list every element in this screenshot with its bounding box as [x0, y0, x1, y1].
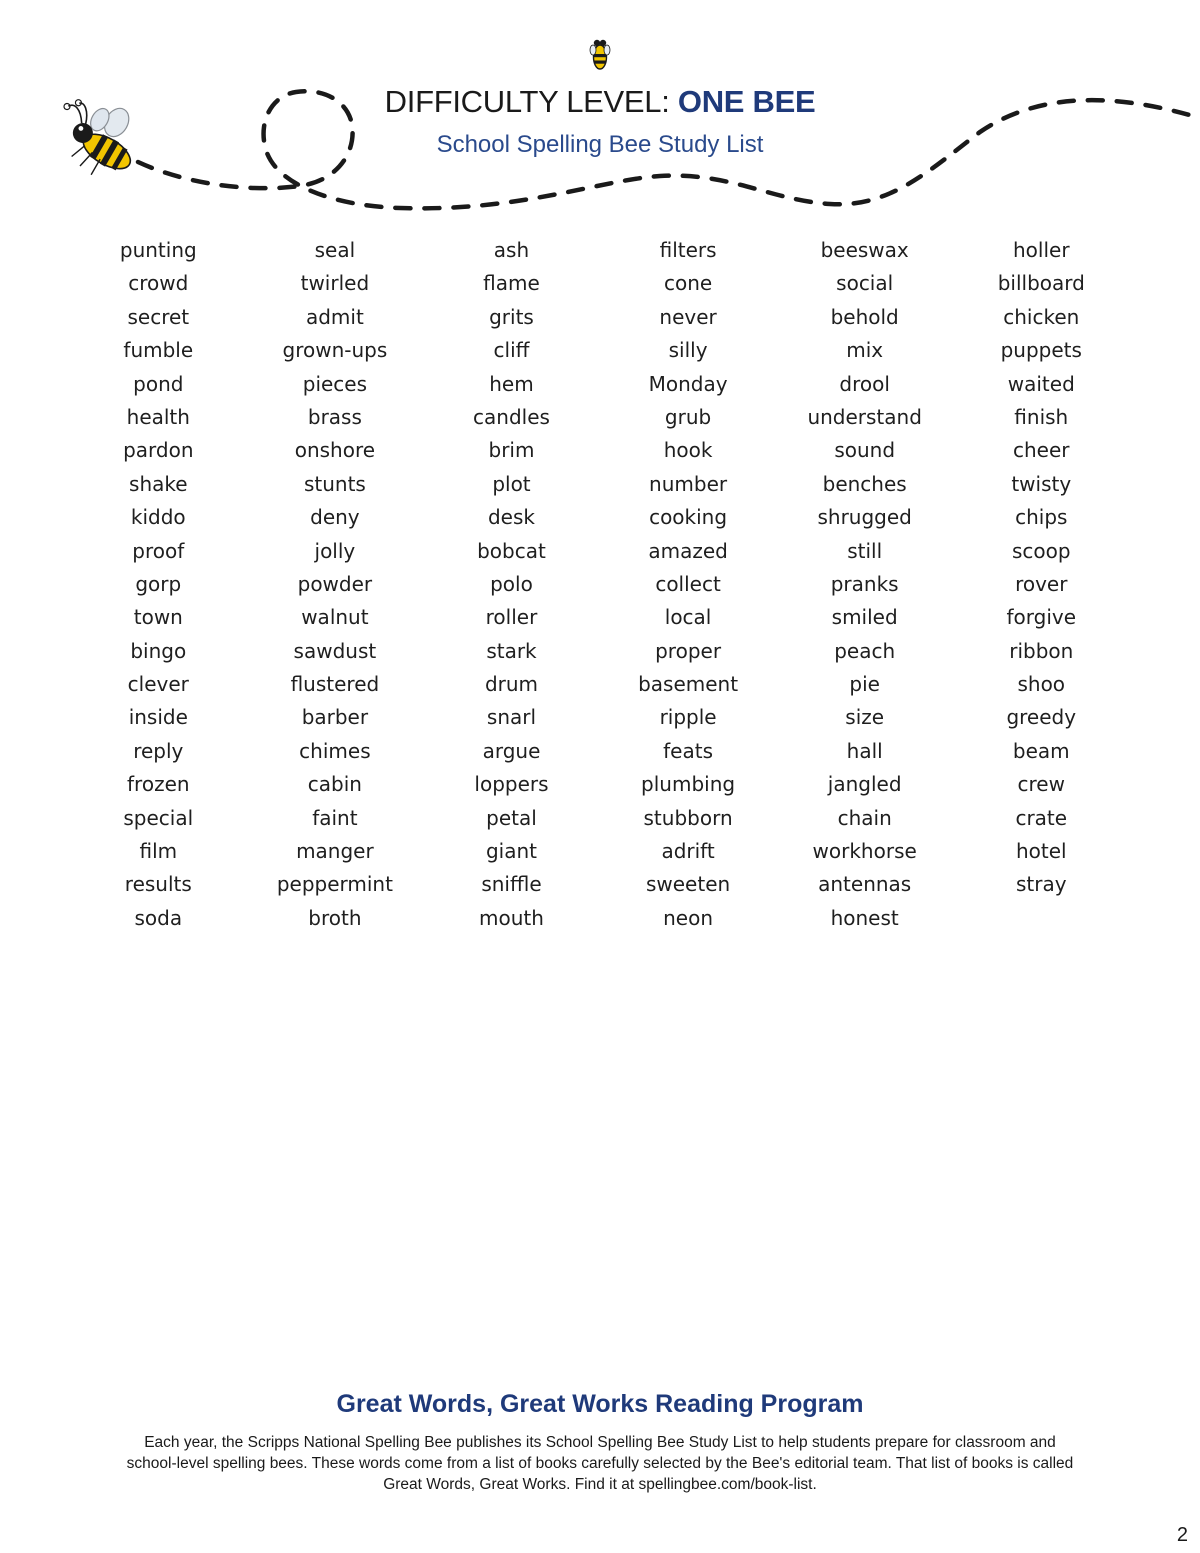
study-word: puppets [1000, 338, 1082, 363]
study-word: ripple [659, 705, 717, 730]
study-word: sawdust [293, 638, 377, 663]
study-word: hall [846, 738, 883, 763]
study-word: chips [1015, 505, 1068, 530]
study-word: crate [1015, 805, 1068, 830]
study-word: cooking [649, 505, 728, 530]
study-word: ash [493, 238, 530, 262]
study-word: powder [297, 571, 373, 596]
study-word: bingo [130, 638, 187, 663]
study-word: town [133, 605, 183, 630]
study-word: hem [489, 371, 534, 396]
study-word: deny [310, 505, 360, 530]
study-word: stark [486, 638, 537, 663]
study-word: chain [837, 805, 892, 830]
study-word: sniffle [481, 872, 542, 897]
program-description-line: Great Words, Great Works. Find it at spellingbee.com/book-list. [383, 1476, 817, 1493]
program-description [60, 1432, 1140, 1495]
study-word: proper [655, 638, 722, 663]
study-word: behold [830, 304, 899, 329]
study-word: broth [308, 905, 362, 930]
study-word: amazed [648, 538, 728, 563]
study-word: brim [488, 438, 535, 463]
study-word: antennas [818, 872, 912, 897]
study-word: admit [305, 304, 364, 329]
study-word: shoo [1017, 672, 1066, 697]
study-list-subheading: School Spelling Bee Study List [436, 131, 764, 158]
study-word: social [836, 271, 894, 296]
study-word: rover [1015, 571, 1068, 596]
study-word: flame [483, 271, 540, 296]
study-word: grub [664, 404, 712, 429]
study-word: health [126, 404, 190, 429]
study-word: understand [807, 404, 922, 429]
study-word: size [845, 705, 885, 730]
study-word: pardon [123, 438, 194, 463]
study-word: still [847, 538, 883, 563]
study-word: cheer [1013, 438, 1070, 463]
study-word: mix [846, 338, 884, 363]
study-word: crew [1017, 772, 1065, 797]
study-word: adrift [661, 839, 715, 864]
study-word: candles [473, 404, 550, 429]
study-word: Monday [648, 371, 728, 396]
study-word: chicken [1003, 304, 1080, 329]
study-word: seal [314, 238, 356, 262]
word-column [776, 236, 953, 937]
study-word: secret [127, 304, 190, 329]
study-word: onshore [294, 438, 376, 463]
study-word: sweeten [645, 872, 731, 897]
study-word: faint [312, 805, 358, 830]
study-word: polo [490, 571, 533, 596]
study-word: workhorse [812, 839, 917, 864]
study-word: holler [1012, 238, 1070, 262]
study-word: grits [489, 304, 534, 329]
study-word: forgive [1006, 605, 1077, 630]
study-word: peach [834, 638, 896, 663]
study-word: plumbing [641, 772, 736, 797]
study-word: smiled [831, 605, 898, 630]
small-bee-icon [590, 40, 610, 69]
study-word: stubborn [643, 805, 733, 830]
program-description-line: school-level spelling bees. These words come from a list of books carefully selected by the Bee's editorial team. That list of books is called [126, 1455, 1074, 1472]
study-word: pie [849, 672, 880, 697]
study-word: fumble [123, 338, 194, 363]
study-word: pond [133, 371, 184, 396]
study-word: crowd [128, 271, 189, 296]
study-word: number [649, 471, 728, 496]
study-word: filters [659, 238, 717, 262]
study-word: drum [484, 672, 539, 697]
study-word: neon [663, 905, 714, 930]
study-word: walnut [301, 605, 369, 630]
program-title: Great Words, Great Works Reading Program [336, 1390, 864, 1418]
study-word: special [123, 805, 194, 830]
study-word: giant [485, 839, 537, 864]
study-word: grown-ups [282, 338, 388, 363]
study-word: inside [128, 705, 188, 730]
study-word: local [664, 605, 712, 630]
study-word: waited [1007, 371, 1075, 396]
word-grid [70, 236, 1130, 937]
study-word: beeswax [820, 238, 909, 262]
study-word: honest [830, 905, 899, 930]
study-word: feats [663, 738, 714, 763]
program-description-line: Each year, the Scripps National Spelling Bee publishes its School Spelling Bee Study List to help students prepare for classroom and [144, 1434, 1056, 1451]
study-word: shake [129, 471, 188, 496]
word-column [953, 236, 1130, 937]
study-word: plot [492, 471, 531, 496]
study-word: sound [834, 438, 896, 463]
study-word: barber [301, 705, 369, 730]
study-word: scoop [1011, 538, 1071, 563]
study-word: proof [132, 538, 185, 563]
study-word: chimes [299, 738, 371, 763]
study-word: shrugged [817, 505, 912, 530]
study-word: results [124, 872, 192, 897]
study-word: brass [307, 404, 362, 429]
study-word: twirled [300, 271, 370, 296]
study-word: punting [119, 238, 197, 262]
study-word: jolly [314, 538, 356, 563]
study-word: beam [1012, 738, 1070, 763]
page-number: 2 [1176, 1524, 1188, 1546]
study-word: silly [668, 338, 708, 363]
study-word: pranks [830, 571, 899, 596]
study-word: flustered [290, 672, 380, 697]
study-word: hotel [1015, 839, 1067, 864]
study-word: collect [655, 571, 721, 596]
study-word: cabin [307, 772, 362, 797]
word-column [600, 236, 777, 937]
study-word: hook [663, 438, 713, 463]
study-word: snarl [486, 705, 537, 730]
study-word: frozen [127, 772, 190, 797]
study-word: desk [487, 505, 535, 530]
study-word: ribbon [1009, 638, 1074, 663]
study-word: twisty [1011, 471, 1072, 496]
study-word: bobcat [477, 538, 546, 563]
study-word: petal [486, 805, 537, 830]
study-word: gorp [135, 571, 182, 596]
study-word: stray [1015, 872, 1067, 897]
study-word: finish [1014, 404, 1069, 429]
study-word: never [659, 304, 717, 329]
word-column [70, 236, 247, 937]
study-word: argue [482, 738, 541, 763]
word-column [247, 236, 424, 937]
study-word: reply [133, 738, 184, 763]
word-column [423, 236, 600, 937]
study-word: pieces [302, 371, 368, 396]
study-word: mouth [479, 905, 544, 930]
study-word: soda [134, 905, 183, 930]
study-word: basement [638, 672, 739, 697]
study-word: jangled [827, 772, 902, 797]
study-word: kiddo [130, 505, 186, 530]
study-word: cone [663, 271, 713, 296]
study-word: clever [127, 672, 189, 697]
difficulty-heading [0, 84, 1200, 120]
study-word: benches [822, 471, 907, 496]
study-word: drool [839, 371, 890, 396]
heading-prefix: DIFFICULTY LEVEL: [384, 84, 670, 119]
study-word: loppers [474, 772, 549, 797]
study-word: peppermint [276, 872, 393, 897]
study-word: billboard [997, 271, 1085, 296]
study-word: greedy [1006, 705, 1077, 730]
study-word: stunts [303, 471, 366, 496]
study-word: manger [296, 839, 374, 864]
difficulty-level-label: ONE BEE [677, 84, 816, 119]
study-word: roller [485, 605, 538, 630]
study-word: cliff [493, 338, 530, 363]
study-word: film [139, 839, 178, 864]
